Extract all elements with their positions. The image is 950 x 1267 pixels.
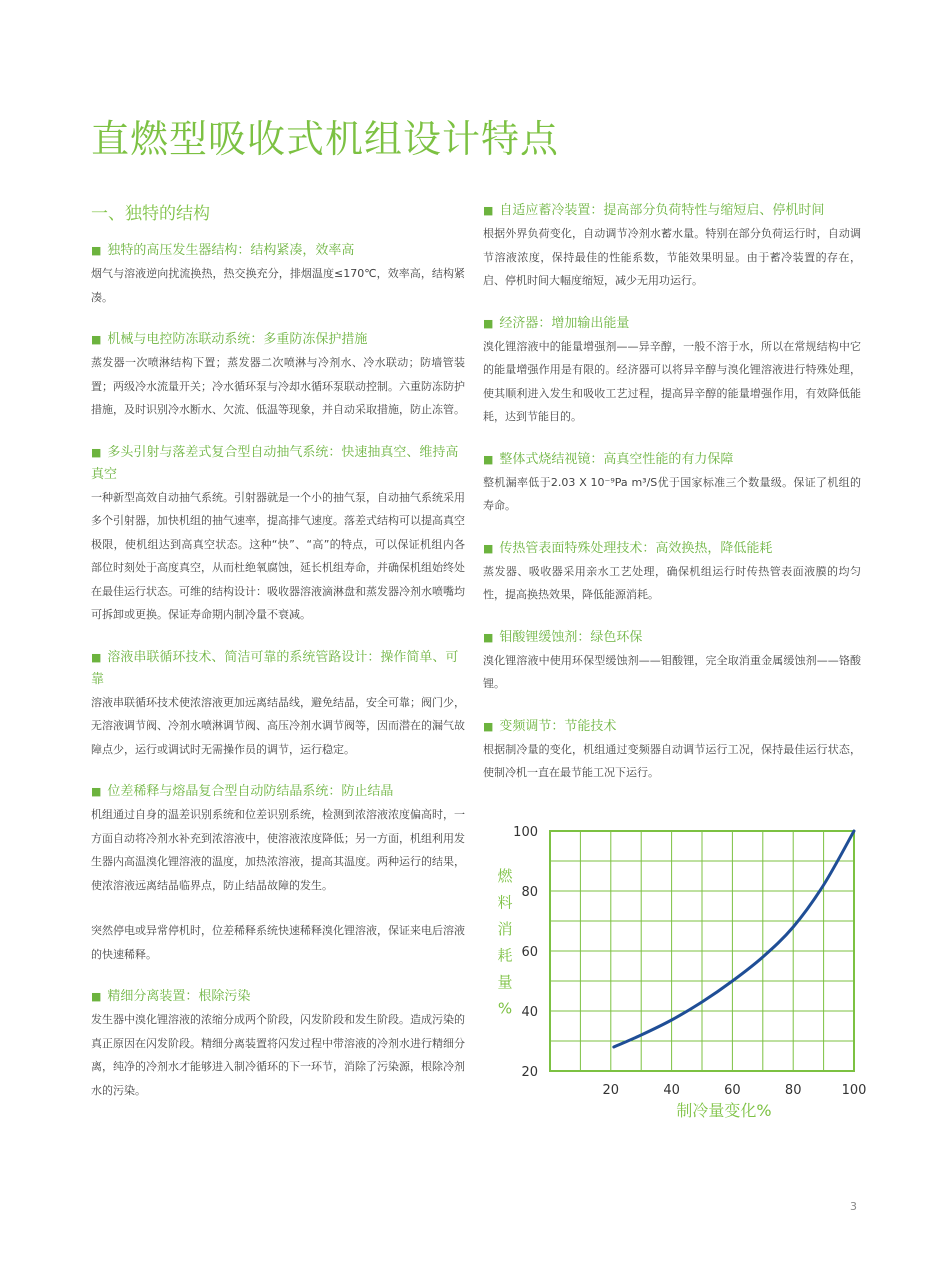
feature-body: 根据外界负荷变化，自动调节冷剂水蓄水量。特别在部分负荷运行时，自动调节溶液浓度，保持最佳的性能系数，节能效果明显。由于蓄冷装置的存在，启、停机时间大幅度缩短，减少无用功运行。: [483, 227, 861, 287]
feature-body: 溶液串联循环技术使浓溶液更加远离结晶线，避免结晶，安全可靠；阀门少，无溶液调节阀、冷剂水喷淋调节阀、高压冷剂水调节阀等，因而潜在的漏气故障点少，运行或调试时无需操作员的调节，运行稳定。: [91, 695, 465, 756]
fuel-consumption-curve: [614, 831, 854, 1047]
feature-heading-text: 自适应蓄冷装置：提高部分负荷特性与缩短启、停机时间: [499, 203, 825, 218]
y-axis-label: 燃料消耗量%: [497, 867, 513, 1018]
y-tick-label: 20: [521, 1065, 538, 1080]
feature-heading-text: 整体式烧结视镜：高真空性能的有力保障: [499, 451, 734, 467]
fuel-consumption-chart: [488, 816, 868, 1126]
page-number: 3: [850, 1200, 857, 1213]
feature-item: [483, 538, 861, 607]
square-bullet-icon: ■: [91, 445, 102, 459]
feature-body: 整机漏率低于2.03 X 10⁻⁹Pa m³/S优于国家标准三个数量级。保证了机组的寿命。: [483, 475, 861, 512]
feature-body: 发生器中溴化锂溶液的浓缩分成两个阶段，闪发阶段和发生阶段。造成污染的真正原因在闪发阶段。精细分离装置将闪发过程中带溶液的冷剂水进行精细分离，纯净的冷剂水才能够进入制冷循环的下一环节，消除了污染源，根除冷剂水的污染。: [91, 1013, 465, 1097]
square-bullet-icon: ■: [483, 452, 494, 466]
x-tick-label: 60: [724, 1083, 741, 1098]
square-bullet-icon: ■: [91, 990, 102, 1003]
y-tick-label: 100: [513, 825, 538, 840]
x-tick-label: 40: [663, 1083, 680, 1098]
square-bullet-icon: ■: [483, 316, 494, 330]
feature-heading-text: 变频调节：节能技术: [499, 718, 617, 734]
y-tick-label: 60: [521, 945, 538, 960]
square-bullet-icon: ■: [483, 541, 494, 555]
feature-heading-text: 独特的高压发生器结构：结构紧凑，效率高: [107, 243, 355, 258]
feature-heading-text: 经济器：增加输出能量: [499, 315, 630, 331]
left-item-list: [91, 240, 465, 1102]
feature-body: 蒸发器一次喷淋结构下置；蒸发器二次喷淋与冷剂水、冷水联动；防墙管装置；两级冷水流量开关；冷水循环泵与冷却水循环泵联动控制。六重防冻防护措施，及时识别冷水断水、欠流、低温等现象，并自动采取措施，防止冻管。: [91, 356, 465, 416]
square-bullet-icon: ■: [483, 630, 494, 644]
left-column: [91, 200, 465, 1122]
feature-heading: [91, 647, 465, 691]
feature-heading-text: 机械与电控防冻联动系统：多重防冻保护措施: [107, 332, 368, 347]
feature-item: [483, 716, 861, 785]
feature-item: [483, 449, 861, 518]
feature-heading: [91, 781, 465, 803]
feature-item: [91, 442, 465, 627]
feature-heading-text: 精细分离装置：根除污染: [107, 989, 251, 1004]
feature-item: [91, 647, 465, 762]
feature-heading: [483, 538, 861, 560]
feature-heading-text: 传热管表面特殊处理技术：高效换热，降低能耗: [499, 540, 773, 556]
feature-item: [91, 240, 465, 309]
feature-item: [91, 329, 465, 422]
feature-body: 一种新型高效自动抽气系统。引射器就是一个小的抽气泵，自动抽气系统采用多个引射器，加快机组的抽气速率，提高排气速度。落差式结构可以提高真空极限，使机组达到高真空状态。这种“快”、“高”的特点，可以保证机组内各部位时刻处于高度真空，从而杜绝氧腐蚀，延长机组寿命，并确保机组始终处在最佳运行状态。可维的结构设计：吸收器溶液滴淋盘和蒸发器冷剂水喷嘴均可拆卸或更换。保证寿命期内制冷量不衰减。: [91, 490, 465, 621]
feature-body: 烟气与溶液逆向扰流换热，热交换充分，排烟温度≤170℃，效率高，结构紧凑。: [91, 267, 465, 304]
feature-heading: [483, 449, 861, 471]
square-bullet-icon: ■: [91, 244, 102, 257]
feature-heading-text: 溶液串联循环技术、简洁可靠的系统管路设计：操作简单、可靠: [91, 649, 459, 687]
chart-svg: [488, 816, 868, 1126]
feature-body: 根据制冷量的变化，机组通过变频器自动调节运行工况，保持最佳运行状态，使制冷机一直在最节能工况下运行。: [483, 742, 861, 779]
right-item-list: [483, 200, 861, 785]
feature-heading-text: 钼酸锂缓蚀剂：绿色环保: [499, 629, 643, 645]
square-bullet-icon: ■: [91, 650, 102, 664]
square-bullet-icon: ■: [483, 204, 494, 217]
feature-body: 蒸发器、吸收器采用亲水工艺处理，确保机组运行时传热管表面液膜的均匀性，提高换热效果，降低能源消耗。: [483, 564, 861, 601]
feature-item: [483, 313, 861, 429]
x-tick-label: 100: [841, 1083, 867, 1098]
feature-heading: [483, 627, 861, 649]
page-title: 直燃型吸收式机组设计特点: [91, 117, 560, 161]
feature-item: [483, 200, 861, 293]
square-bullet-icon: ■: [91, 333, 102, 346]
feature-heading: [91, 240, 465, 262]
feature-heading: [483, 313, 861, 335]
feature-body: 机组通过自身的温差识别系统和位差识别系统，检测到浓溶液浓度偏高时，一方面自动将冷剂水补充到浓溶液中，使溶液浓度降低；另一方面，机组利用发生器内高温溴化锂溶液的温度，加热浓溶液，提高其温度。两种运行的结果，使浓溶液远离结晶临界点，防止结晶故障的发生。: [91, 808, 465, 892]
x-axis-label: 制冷量变化%: [676, 1101, 772, 1120]
feature-body: 溴化锂溶液中使用环保型缓蚀剂——钼酸锂，完全取消重金属缓蚀剂——铬酸锂。: [483, 653, 861, 690]
y-tick-label: 40: [521, 1005, 538, 1020]
feature-heading: [91, 986, 465, 1008]
x-tick-label: 80: [784, 1083, 802, 1098]
x-tick-label: 20: [602, 1083, 620, 1098]
feature-heading: [483, 200, 861, 222]
feature-body: 溴化锂溶液中的能量增强剂——异辛醇，一般不溶于水，所以在常规结构中它的能量增强作用是有限的。经济器可以将异辛醇与溴化锂溶液进行特殊处理，使其顺利进入发生和吸收工艺过程，提高异辛醇的能量增强作用，有效降低能耗，达到节能目的。: [483, 339, 861, 423]
square-bullet-icon: ■: [91, 785, 102, 798]
feature-heading-text: 多头引射与落差式复合型自动抽气系统：快速抽真空、维持高真空: [91, 444, 459, 482]
feature-item: [91, 781, 465, 966]
feature-item: [483, 627, 861, 696]
section-heading: 一、独特的结构: [91, 204, 210, 224]
right-column: [483, 200, 861, 805]
feature-heading-text: 位差稀释与熔晶复合型自动防结晶系统：防止结晶: [107, 784, 394, 799]
y-tick-label: 80: [521, 885, 538, 900]
feature-body: 突然停电或异常停机时，位差稀释系统快速稀释溴化锂溶液，保证来电后溶液的快速稀释。: [91, 924, 465, 961]
feature-heading: [91, 442, 465, 486]
feature-heading: [483, 716, 861, 738]
feature-item: [91, 986, 465, 1102]
square-bullet-icon: ■: [483, 719, 494, 733]
feature-heading: [91, 329, 465, 351]
